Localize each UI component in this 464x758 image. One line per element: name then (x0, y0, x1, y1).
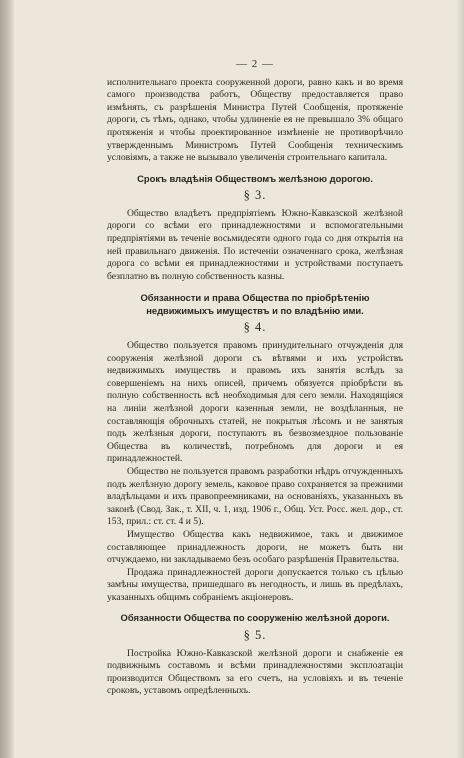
section-3-paragraph: Общество владѣетъ предпріятіемъ Южно-Кавказской желѣзной дороги со всѣми его принадлежностями и вспомогательными предпріятіями въ теченіе восьмидесяти одного года со дня открытія на ней правильнаго движенія. По истеченіи означеннаго срока, желѣзная дорога со всѣми ея принадлежностями и устройствами поступаетъ безплатно въ полную собственность казны. (107, 207, 403, 282)
section-heading-property: Обязанности и права Общества по пріобрѣтенію недвижимыхъ имуществъ и по владѣнію ими. (140, 292, 370, 316)
section-4-paragraph-3: Имущество Общества какъ недвижимое, такъ и движимое составляющее принадлежность дороги, не можетъ быть ни отчуждаемо, ни закладываемо безъ особаго разрѣшенія Правительства. (107, 528, 403, 566)
book-binding (0, 0, 14, 758)
page-number: — 2 — (236, 58, 274, 70)
section-heading-construction: Обязанности Общества по сооруженію желѣзной дороги. (120, 612, 390, 624)
section-4-paragraph-2: Общество не пользуется правомъ разработки нѣдръ отчужденныхъ подъ желѣзную дорогу земель, каковое право сохраняется за прежними владѣльцами и ихъ правопреемниками, на основаніяхъ, указанныхъ въ законѣ (Свод. Зак., т. XII, ч. 1, изд. 1906 г., Общ. Уст. Росс. жел. дор., ст. 153, прил.: ст. ст. 4 и 5). (107, 465, 403, 528)
section-mark-4: § 4. (243, 320, 267, 335)
section-mark-5: § 5. (243, 627, 267, 642)
section-4-paragraph-4: Продажа принадлежностей дороги допускается только съ цѣлью замѣны имущества, пришедшаго въ негодность, и лишь въ предѣлахъ, указанныхъ общимъ собраніемъ акціонеровъ. (107, 566, 403, 603)
section-4-paragraph-1: Общество пользуется правомъ принудительнаго отчужденія для сооруженія желѣзной дороги съ вѣтвями и ихъ устройствъ недвижимыхъ имуществъ и правомъ ихъ занятія вслѣдъ за совершеніемъ на нихъ описей, причемъ обязуется пріобрѣсти въ полную собственность всѣ необходимыя для сего земли. Находящіяся на линіи желѣзной дороги казенныя земли, не воздѣланныя, не составляющія оброчныхъ статей, не покрытыя лѣсомъ и не занятыя подъ желѣзныя дороги, поступаютъ въ безвозмездное пользованіе Общества въ количествѣ, потребномъ для дороги и ея принадлежностей. (107, 340, 403, 465)
page-edge (456, 0, 464, 758)
section-5-paragraph: Постройка Южно-Кавказской желѣзной дороги и снабженіе ея подвижнымъ составомъ и всѣми принадлежностями эксплоатаціи производится Обществомъ за его счетъ, на условіяхъ и въ теченіе сроковъ, уставомъ опредѣленныхъ. (107, 647, 403, 697)
section-heading-term: Срокъ владѣнія Обществомъ желѣзною дорогою. (137, 172, 373, 184)
intro-paragraph: исполнительнаго проекта сооруженной дороги, равно какъ и во время самого производства работъ, Обществу предоставляется право измѣнять, съ разрѣшенія Министра Путей Сообщенія, протяженіе дороги, съ тѣмъ, однако, чтобы удлиненіе ея не превышало 3% общаго протяженія и чтобы проектированное измѣненіе не противорѣчило утвержденнымъ Министромъ Путей Сообщенія техническимъ условіямъ, а также не вызывало увеличенія строительнаго капитала. (107, 76, 403, 164)
section-mark-3: § 3. (243, 188, 267, 203)
page-content (107, 58, 403, 698)
